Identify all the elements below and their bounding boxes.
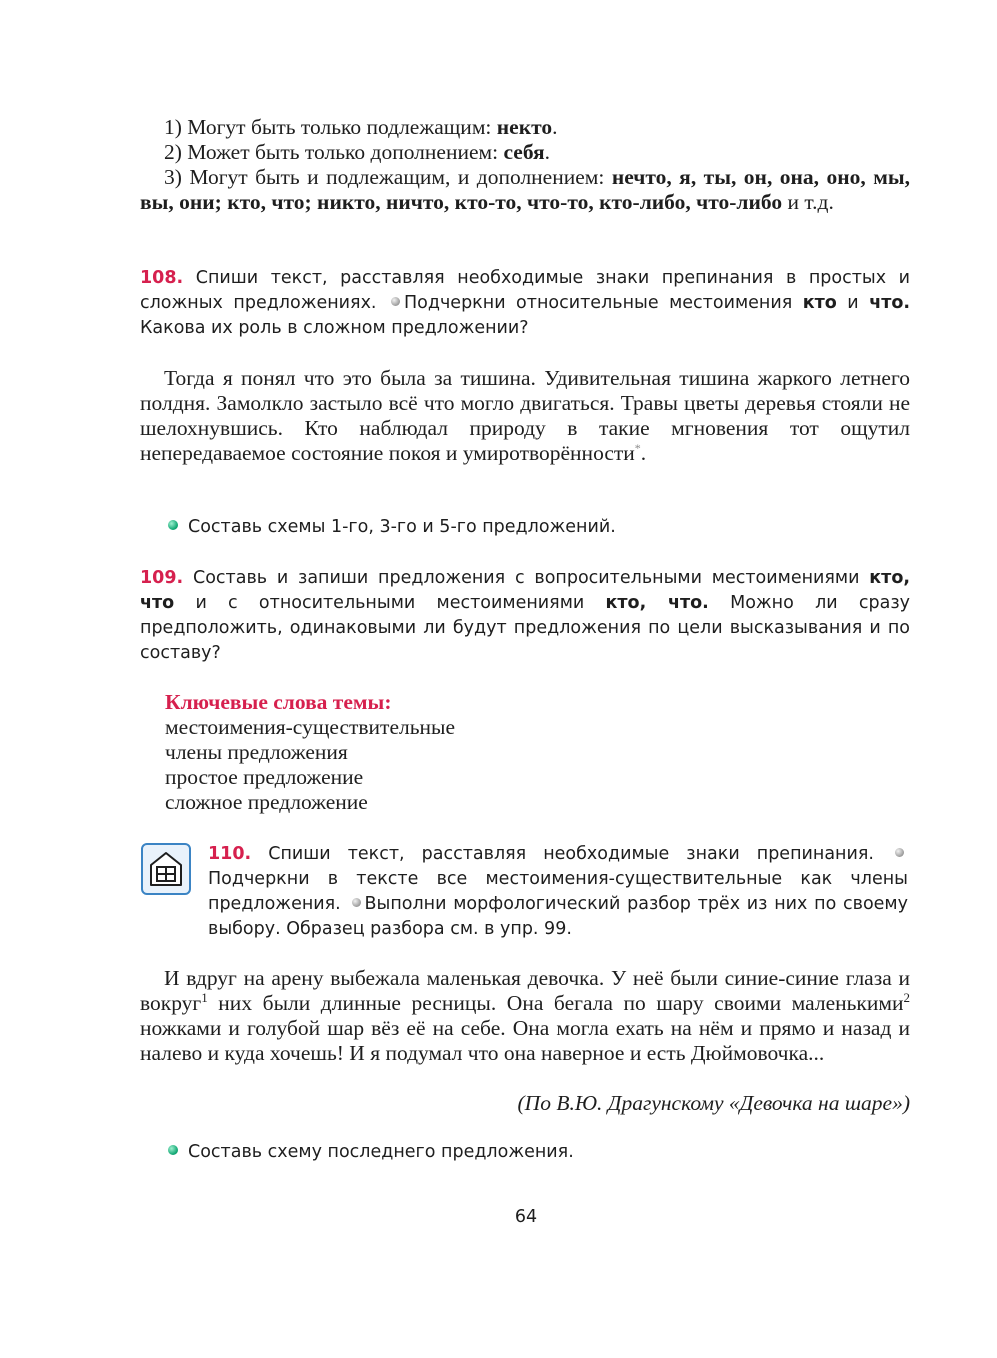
keyword-item: простое предложение xyxy=(165,765,364,789)
bullet-icon xyxy=(168,520,178,530)
keyword-item: члены предложения xyxy=(165,740,348,764)
exercise-number: 110. xyxy=(208,844,252,864)
list-item: 2) Может быть только дополнением: себя. xyxy=(164,140,551,164)
exercise-110-passage: И вдруг на арену выбежала маленькая девочка. У неё были синие-синие глаза и вокруг$^1$ них были длинные ресницы. Она бегала по шару своими маленькими$^2$ ножками и голубой шар вёз её на себе. Она могла ехать на нём и прямо и назад и налево и куда хочешь! И я подумал что она наверное и есть Дюймовочка... xyxy=(140,966,910,1065)
footnote-mark: * xyxy=(634,441,641,455)
exercise-number: 108. xyxy=(140,268,184,288)
footnote-mark: 1 xyxy=(201,990,208,1005)
page-number: 64 xyxy=(514,1207,538,1227)
pronoun-list xyxy=(140,115,910,215)
keywords-block xyxy=(165,690,765,815)
passage-source: (По В.Ю. Драгунскому «Девочка на шаре») xyxy=(517,1091,910,1115)
keyword-item: местоимения-существительные xyxy=(165,715,456,739)
keywords-title: Ключевые слова темы: xyxy=(165,690,392,714)
list-item: 3) Могут быть и подлежащим, и дополнением: нечто, я, ты, он, она, оно, мы, вы, они; кто, что; никто, ничто, кто-то, что-то, кто-либо, что-либо и т.д. xyxy=(140,165,910,214)
exercise-109-task: 109. Составь и запиши предложения с вопросительными местоимениями кто, что и с относительными местоимениями кто, что. Можно ли сразу предположить, одинаковыми ли будут предложения по цели высказывания и по составу? xyxy=(140,568,910,663)
footnote-mark: 2 xyxy=(903,990,910,1005)
bullet-icon xyxy=(168,1145,178,1155)
list-item: 1) Могут быть только подлежащим: некто. xyxy=(164,115,558,139)
bullet-icon xyxy=(391,297,400,306)
house-icon xyxy=(141,843,191,895)
exercise-number: 109. xyxy=(140,568,184,588)
keyword-item: сложное предложение xyxy=(165,790,368,814)
exercise-110-task: 110. Спиши текст, расставляя необходимые знаки препинания. Подчеркни в тексте все местоимения-существительные как члены предложения. Выполни морфологический разбор трёх из них по своему выбору. Образец разбора см. в упр. 99. xyxy=(208,844,908,939)
exercise-108-passage: Тогда я понял что это была за тишина. Удивительная тишина жаркого летнего полдня. Замолкло застыло всё что могло двигаться. Травы цветы деревья стояли не шелохнувшись. Кто наблюдал природу в такие мгновения тот ощутил непередаваемое состояние покоя и умиротворённости*. xyxy=(140,366,910,465)
exercise-110-subtask: Составь схему последнего предложения. xyxy=(168,1140,908,1165)
bullet-icon xyxy=(895,848,904,857)
exercise-108-subtask: Составь схемы 1-го, 3-го и 5-го предложений. xyxy=(168,515,908,540)
exercise-108-task: 108. Спиши текст, расставляя необходимые знаки препинания в простых и сложных предложениях. Подчеркни относительные местоимения кто и что. Какова их роль в сложном предложении? xyxy=(140,268,911,338)
bullet-icon xyxy=(352,898,361,907)
